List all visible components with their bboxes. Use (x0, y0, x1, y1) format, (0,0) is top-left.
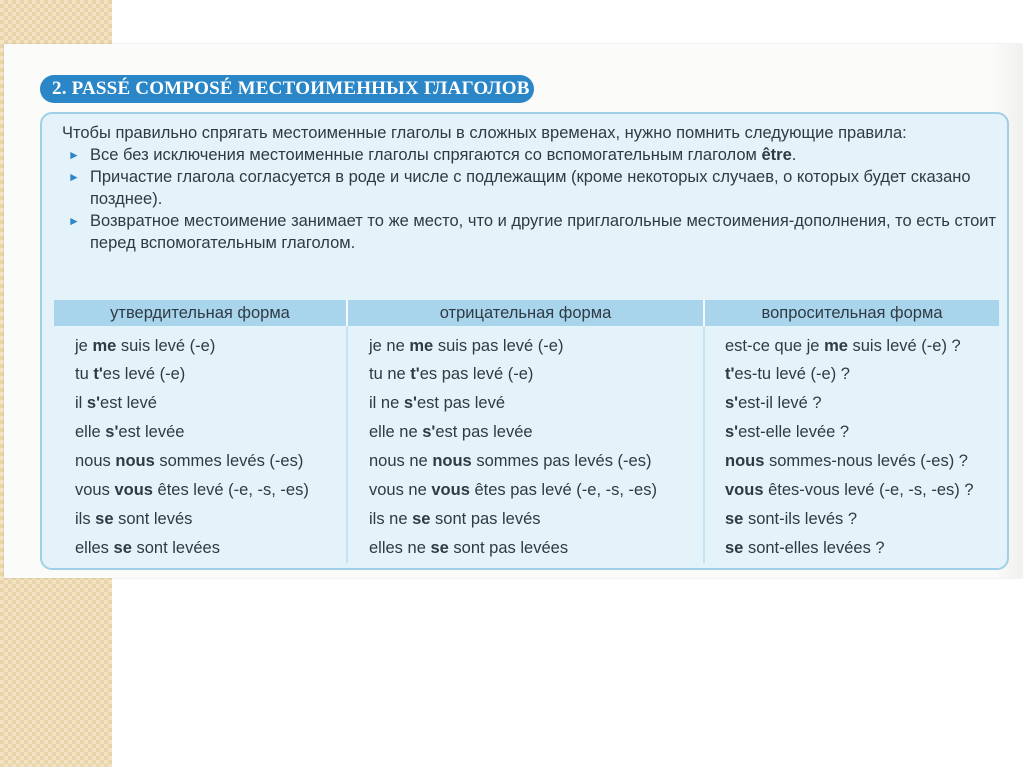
rule-text: Все без исключения местоименные глаголы спрягаются со вспомогательным глаголом (90, 146, 762, 164)
interrogative-cell (704, 389, 999, 418)
table-row (54, 476, 999, 505)
verb-text: sont-elles levées ? (743, 539, 885, 557)
negative-cell (347, 389, 704, 418)
verb-text: es levé (-e) (102, 365, 186, 383)
verb-text: ils ne (369, 510, 413, 528)
table-row (54, 360, 999, 389)
verb-text: sont pas levées (448, 539, 569, 557)
pronoun-emphasis: nous (725, 452, 765, 470)
verb-text: êtes pas levé (-e, -s, -es) (469, 481, 657, 499)
negative-cell (347, 326, 704, 360)
pronoun-emphasis: vous (725, 481, 764, 499)
negative-cell (347, 534, 704, 563)
verb-text: sommes pas levés (-es) (471, 452, 652, 470)
verb-text: elles (75, 539, 114, 557)
rule-item (64, 166, 1002, 210)
rule-emphasis: être (761, 146, 792, 164)
verb-text: nous ne (369, 452, 433, 470)
pronoun-emphasis: se (113, 539, 132, 557)
affirmative-cell (54, 389, 347, 418)
pronoun-emphasis: me (824, 336, 848, 355)
negative-cell (347, 476, 704, 505)
pronoun-emphasis: nous (115, 452, 155, 470)
pronoun-emphasis: s' (105, 423, 119, 441)
verb-text: elle ne (369, 423, 423, 441)
rule-text: Возвратное местоимение занимает то же место, что и другие приглагольные местоимения-дополнения, то есть стоит перед вспомогательным глаголом. (90, 212, 997, 252)
triangle-bullet-icon: ► (68, 214, 80, 228)
pronoun-emphasis: t' (410, 365, 420, 383)
negative-cell (347, 447, 704, 476)
pronoun-emphasis: se (412, 510, 431, 528)
verb-text: suis levé (-e) (116, 336, 216, 355)
verb-text: est levé (100, 394, 157, 412)
verb-text: ils (75, 510, 96, 528)
verb-text: sommes levés (-es) (154, 452, 304, 470)
negative-cell (347, 505, 704, 534)
header-affirmative: утвердительная форма (54, 300, 347, 326)
rules-box (40, 112, 1009, 570)
verb-text: tu (75, 365, 94, 383)
pronoun-emphasis: s' (86, 394, 101, 412)
verb-text: sont levés (113, 510, 193, 528)
verb-text: je (75, 336, 93, 355)
pronoun-emphasis: s' (725, 394, 739, 412)
header-negative: отрицательная форма (347, 300, 704, 326)
interrogative-cell (704, 418, 999, 447)
verb-text: suis levé (-e) ? (847, 336, 961, 355)
pronoun-emphasis: t' (725, 365, 735, 383)
negative-cell (347, 418, 704, 447)
pronoun-emphasis: nous (432, 452, 472, 470)
interrogative-cell (704, 505, 999, 534)
verb-text: est levée (118, 423, 185, 441)
verb-text: je ne (369, 336, 410, 355)
triangle-bullet-icon: ► (68, 170, 80, 184)
affirmative-cell (54, 447, 347, 476)
interrogative-cell (704, 447, 999, 476)
verb-text: es pas levé (-e) (419, 365, 534, 383)
rule-text-end: . (791, 146, 797, 164)
pronoun-emphasis: se (430, 539, 449, 557)
table-row (54, 326, 999, 360)
section-title: 2. PASSÉ COMPOSÉ МЕСТОИМЕННЫХ ГЛАГОЛОВ (40, 75, 534, 103)
verb-text: sommes-nous levés (-es) ? (764, 452, 968, 470)
interrogative-cell (704, 476, 999, 505)
pronoun-emphasis: se (95, 510, 114, 528)
table-header-row (54, 300, 999, 326)
rules-text (62, 122, 1002, 254)
conjugation-table (54, 300, 999, 563)
pronoun-emphasis: s' (725, 423, 739, 441)
rule-item (64, 210, 1002, 254)
verb-text: il ne (369, 394, 404, 412)
negative-cell (347, 360, 704, 389)
pronoun-emphasis: me (92, 336, 117, 355)
rule-item (64, 144, 1002, 166)
verb-text: elles ne (369, 539, 431, 557)
affirmative-cell (54, 534, 347, 563)
verb-text: sont-ils levés ? (743, 510, 858, 528)
pronoun-emphasis: vous (114, 481, 153, 499)
verb-text: êtes levé (-e, -s, -es) (152, 481, 309, 499)
verb-text: vous (75, 481, 115, 499)
verb-text: êtes-vous levé (-e, -s, -es) ? (763, 481, 974, 499)
table-row (54, 418, 999, 447)
interrogative-cell (704, 360, 999, 389)
verb-text: sont pas levés (430, 510, 541, 528)
pronoun-emphasis: se (725, 539, 744, 557)
header-interrogative: вопросительная форма (704, 300, 999, 326)
verb-text: est-elle levée ? (738, 423, 850, 441)
affirmative-cell (54, 360, 347, 389)
verb-text: est pas levée (435, 423, 533, 441)
verb-text: est pas levé (416, 394, 506, 412)
verb-text: nous (75, 452, 116, 470)
table-row (54, 534, 999, 563)
verb-text: vous ne (369, 481, 432, 499)
table-row (54, 505, 999, 534)
interrogative-cell (704, 326, 999, 360)
verb-text: est-il levé ? (738, 394, 822, 412)
verb-text: est-ce que je (725, 336, 825, 355)
pronoun-emphasis: s' (422, 423, 436, 441)
affirmative-cell (54, 326, 347, 360)
verb-text: es-tu levé (-e) ? (734, 365, 850, 383)
verb-text: sont levées (131, 539, 220, 557)
verb-text: tu ne (369, 365, 411, 383)
table-row (54, 447, 999, 476)
affirmative-cell (54, 476, 347, 505)
interrogative-cell (704, 534, 999, 563)
affirmative-cell (54, 418, 347, 447)
intro-paragraph: Чтобы правильно спрягать местоименные глаголы в сложных временах, нужно помнить следующие правила: (62, 124, 907, 142)
pronoun-emphasis: s' (403, 394, 417, 412)
affirmative-cell (54, 505, 347, 534)
pronoun-emphasis: vous (431, 481, 470, 499)
pronoun-emphasis: t' (93, 365, 103, 383)
triangle-bullet-icon: ► (68, 148, 80, 162)
verb-text: suis pas levé (-e) (433, 336, 564, 355)
verb-text: il (75, 394, 87, 412)
rule-text: Причастие глагола согласуется в роде и числе с подлежащим (кроме некоторых случаев, о которых будет сказано позднее). (90, 168, 971, 208)
table-row (54, 389, 999, 418)
pronoun-emphasis: me (409, 336, 434, 355)
verb-text: elle (75, 423, 106, 441)
pronoun-emphasis: se (725, 510, 744, 528)
